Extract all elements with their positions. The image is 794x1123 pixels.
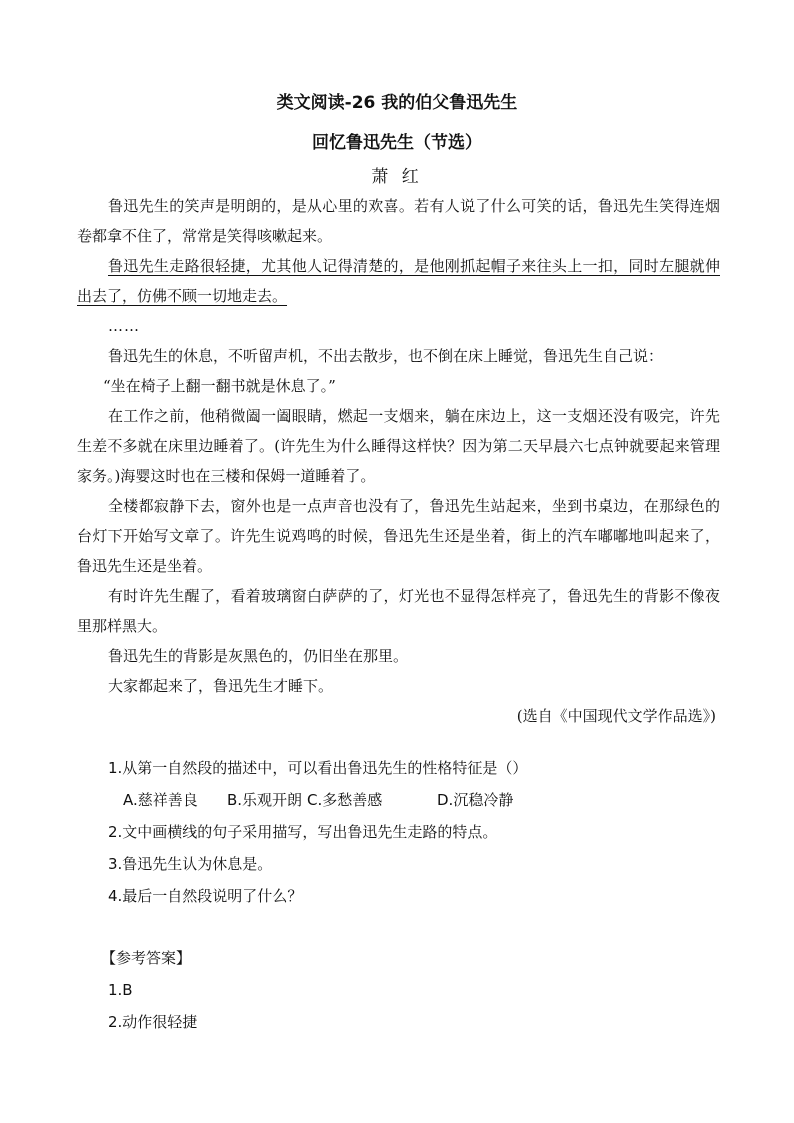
option-a: A.慈祥善良	[123, 791, 198, 809]
page-title: 类文阅读-26 我的伯父鲁迅先生	[276, 93, 518, 113]
question-1: 1.从第一自然段的描述中，可以看出鲁迅先生的性格特征是（）	[108, 759, 528, 777]
answer-1: 1.B	[108, 981, 133, 999]
paragraph-6: 全楼都寂静下去，窗外也是一点声音也没有了，鲁迅先生站起来，坐到书桌边，在那绿色的台灯下开始写文章了。许先生说鸡鸣的时候，鲁迅先生还是坐着，街上的汽车嘟嘟地叫起来了，鲁迅先生还是坐着。	[77, 497, 720, 575]
question-4: 4.最后一自然段说明了什么？	[108, 887, 303, 905]
paragraph-8: 鲁迅先生的背影是灰黑色的，仍旧坐在那里。	[108, 647, 409, 665]
question-1-options	[77, 784, 720, 816]
option-b: B.乐观开朗	[227, 791, 303, 809]
paragraph-9: 大家都起来了，鲁迅先生才睡下。	[108, 677, 334, 695]
ellipsis: ……	[108, 317, 140, 335]
answer-2: 2.动作很轻捷	[108, 1013, 198, 1031]
article-author: 萧 红	[371, 167, 423, 187]
question-3: 3.鲁迅先生认为休息是。	[108, 855, 273, 873]
option-d: D.沉稳冷静	[437, 791, 514, 809]
paragraph-5: 在工作之前，他稍微阖一阖眼睛，燃起一支烟来，躺在床边上，这一支烟还没有吸完，许先生差不多就在床里边睡着了。(许先生为什么睡得这样快？因为第二天早晨六七点钟就要起来管理家务。)海婴这时也在三楼和保姆一道睡着了。	[77, 407, 720, 485]
option-c: C.多愁善感	[307, 791, 383, 809]
paragraph-2	[77, 251, 720, 311]
source-citation: (选自《中国现代文学作品选》)	[516, 707, 716, 725]
paragraph-1: 鲁迅先生的笑声是明朗的，是从心里的欢喜。若有人说了什么可笑的话，鲁迅先生笑得连烟卷都拿不住了，常常是笑得咳嗽起来。	[77, 197, 720, 245]
paragraph-7: 有时许先生醒了，看着玻璃窗白萨萨的了，灯光也不显得怎样亮了，鲁迅先生的背影不像夜里那样黑大。	[77, 587, 720, 635]
answers-heading: 【参考答案】	[101, 949, 192, 967]
article-title: 回忆鲁迅先生（节选）	[312, 133, 482, 153]
article-body	[77, 191, 720, 731]
quote-paragraph: “坐在椅子上翻一翻书就是休息了。”	[103, 377, 336, 395]
underlined-sentence: 鲁迅先生走路很轻捷，尤其他人记得清楚的，是他刚抓起帽子来往头上一扣，同时左腿就伸出去了，仿佛不顾一切地走去。	[77, 257, 720, 305]
questions-section	[77, 752, 720, 1038]
question-2: 2.文中画横线的句子采用描写，写出鲁迅先生走路的特点。	[108, 823, 498, 841]
paragraph-3: 鲁迅先生的休息，不听留声机，不出去散步，也不倒在床上睡觉，鲁迅先生自己说：	[108, 347, 664, 365]
